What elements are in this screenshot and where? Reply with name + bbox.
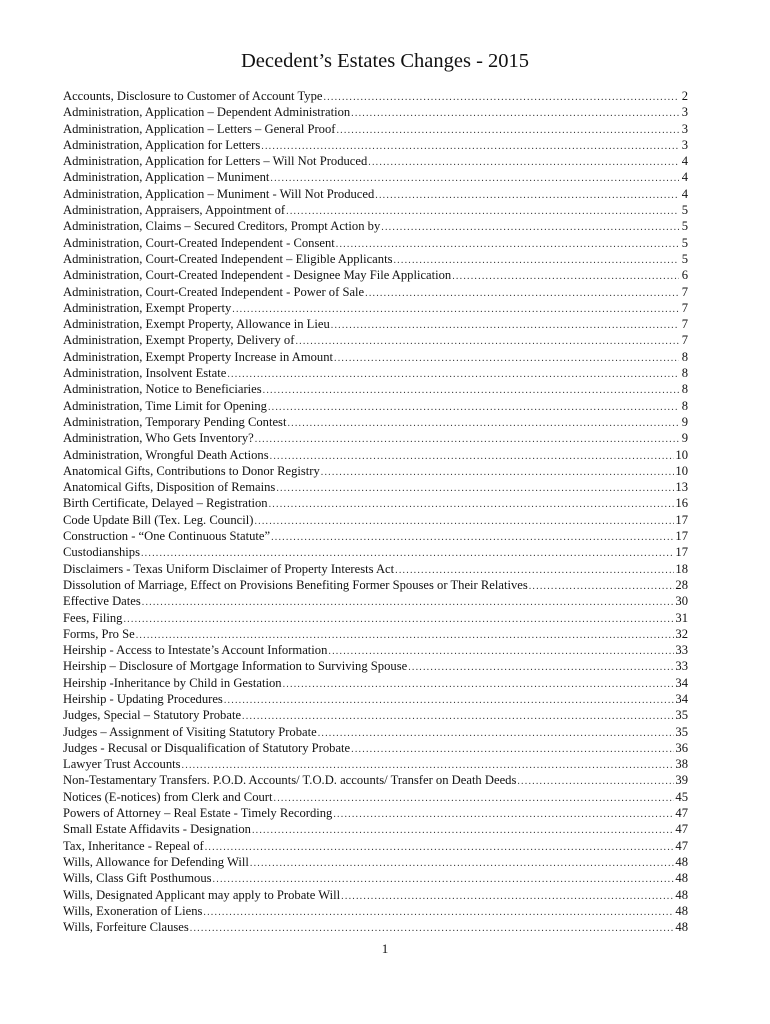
dot-leader: [261, 139, 679, 153]
toc-entry-page: 47: [675, 838, 688, 853]
toc-entry: [63, 691, 688, 707]
toc-entry: [63, 284, 688, 300]
toc-entry-label: Custodianships: [63, 545, 140, 560]
toc-entry: [63, 756, 688, 772]
toc-entry-page: 32: [675, 626, 688, 641]
dot-leader: [268, 400, 679, 414]
toc-entry: [63, 561, 688, 577]
dot-leader: [123, 612, 674, 626]
toc-entry: [63, 349, 688, 365]
toc-entry-label: Anatomical Gifts, Contributions to Donor Registry: [63, 463, 320, 478]
toc-entry-page: 9: [681, 414, 688, 429]
toc-entry: [63, 251, 688, 267]
toc-entry-page: 45: [675, 789, 688, 804]
toc-entry: [63, 577, 688, 593]
dot-leader: [287, 416, 679, 430]
toc-entry: [63, 137, 688, 153]
toc-entry: [63, 610, 688, 626]
toc-entry: [63, 919, 688, 935]
dot-leader: [328, 644, 674, 658]
dot-leader: [341, 889, 674, 903]
dot-leader: [334, 351, 679, 365]
toc-entry-page: 4: [681, 170, 688, 185]
toc-entry-label: Judges – Assignment of Visiting Statutory Probate: [63, 724, 317, 739]
toc-entry-label: Tax, Inheritance - Repeal of: [63, 838, 204, 853]
toc-entry-page: 6: [681, 268, 688, 283]
toc-entry-label: Administration, Application for Letters: [63, 137, 261, 152]
toc-entry: [63, 903, 688, 919]
dot-leader: [321, 465, 675, 479]
toc-entry-label: Administration, Temporary Pending Contest: [63, 414, 287, 429]
toc-entry-label: Administration, Notice to Beneficiaries: [63, 382, 262, 397]
toc-entry-label: Administration, Time Limit for Opening: [63, 398, 267, 413]
dot-leader: [271, 530, 674, 544]
toc-entry: [63, 495, 688, 511]
toc-entry-label: Administration, Application – Muniment: [63, 170, 270, 185]
toc-entry-label: Code Update Bill (Tex. Leg. Council): [63, 512, 254, 527]
toc-entry: [63, 658, 688, 674]
toc-entry-label: Construction - “One Continuous Statute”: [63, 529, 271, 544]
toc-entry-page: 35: [675, 724, 688, 739]
dot-leader: [213, 872, 675, 886]
toc-entry-page: 17: [675, 545, 688, 560]
dot-leader: [270, 171, 679, 185]
toc-entry-page: 3: [681, 137, 688, 152]
toc-entry-page: 38: [675, 757, 688, 772]
toc-entry-label: Disclaimers - Texas Uniform Disclaimer of Property Interests Act: [63, 561, 395, 576]
dot-leader: [336, 237, 679, 251]
toc-entry-label: Administration, Exempt Property Increase in Amount: [63, 349, 334, 364]
toc-entry: [63, 740, 688, 756]
toc-entry-page: 18: [675, 561, 688, 576]
toc-entry-label: Administration, Appraisers, Appointment of: [63, 203, 286, 218]
table-of-contents: [63, 88, 688, 935]
toc-entry: [63, 821, 688, 837]
dot-leader: [255, 432, 679, 446]
toc-entry: [63, 463, 688, 479]
toc-entry: [63, 854, 688, 870]
toc-entry: [63, 707, 688, 723]
toc-entry: [63, 544, 688, 560]
toc-entry-label: Judges - Recusal or Disqualification of Statutory Probate: [63, 740, 351, 755]
toc-entry-page: 48: [675, 920, 688, 935]
toc-entry: [63, 381, 688, 397]
toc-entry-page: 47: [675, 822, 688, 837]
toc-entry-label: Small Estate Affidavits - Designation: [63, 822, 251, 837]
dot-leader: [393, 253, 679, 267]
toc-entry: [63, 235, 688, 251]
toc-entry-label: Forms, Pro Se: [63, 626, 135, 641]
toc-entry-label: Judges, Special – Statutory Probate: [63, 708, 242, 723]
dot-leader: [375, 188, 679, 202]
toc-entry-page: 13: [675, 480, 688, 495]
toc-entry-page: 17: [675, 512, 688, 527]
dot-leader: [276, 481, 674, 495]
toc-entry-page: 3: [681, 105, 688, 120]
toc-entry: [63, 887, 688, 903]
toc-entry-page: 48: [675, 871, 688, 886]
toc-entry-page: 8: [681, 349, 688, 364]
dot-leader: [190, 921, 675, 935]
dot-leader: [395, 563, 674, 577]
toc-entry-label: Wills, Forfeiture Clauses: [63, 920, 189, 935]
toc-entry-label: Wills, Exoneration of Liens: [63, 903, 203, 918]
toc-entry-page: 34: [675, 675, 688, 690]
toc-entry-page: 10: [675, 463, 688, 478]
dot-leader: [274, 791, 675, 805]
dot-leader: [365, 286, 679, 300]
toc-entry-label: Administration, Application – Letters – General Proof: [63, 121, 336, 136]
dot-leader: [323, 90, 679, 104]
toc-entry-page: 5: [681, 251, 688, 266]
toc-entry-page: 48: [675, 854, 688, 869]
dot-leader: [136, 628, 675, 642]
toc-entry: [63, 789, 688, 805]
toc-entry: [63, 479, 688, 495]
toc-entry: [63, 398, 688, 414]
toc-entry-page: 33: [675, 659, 688, 674]
toc-entry-label: Heirship -Inheritance by Child in Gestation: [63, 675, 282, 690]
dot-leader: [269, 497, 675, 511]
dot-leader: [286, 204, 679, 218]
dot-leader: [263, 383, 679, 397]
toc-entry-page: 16: [675, 496, 688, 511]
toc-entry-label: Administration, Court-Created Independent - Power of Sale: [63, 284, 365, 299]
page-title: Decedent’s Estates Changes - 2015: [240, 50, 530, 72]
toc-entry-label: Administration, Exempt Property: [63, 300, 232, 315]
toc-entry-page: 47: [675, 806, 688, 821]
toc-entry: [63, 805, 688, 821]
dot-leader: [351, 106, 679, 120]
toc-entry-label: Fees, Filing: [63, 610, 123, 625]
page-number: 1: [381, 941, 389, 956]
toc-entry-label: Administration, Exempt Property, Delivery of: [63, 333, 295, 348]
toc-entry-label: Effective Dates: [63, 594, 141, 609]
dot-leader: [224, 693, 675, 707]
toc-entry-page: 4: [681, 186, 688, 201]
dot-leader: [529, 579, 675, 593]
dot-leader: [351, 742, 674, 756]
toc-entry-label: Heirship - Access to Intestate’s Account Information: [63, 643, 328, 658]
toc-entry: [63, 414, 688, 430]
toc-entry-label: Heirship - Updating Procedures: [63, 691, 223, 706]
toc-entry-label: Dissolution of Marriage, Effect on Provisions Benefiting Former Spouses or Their Relatives: [63, 577, 528, 592]
toc-entry: [63, 642, 688, 658]
dot-leader: [232, 302, 679, 316]
toc-entry: [63, 365, 688, 381]
toc-entry: [63, 169, 688, 185]
toc-entry-page: 8: [681, 366, 688, 381]
dot-leader: [408, 660, 674, 674]
toc-entry-page: 17: [675, 529, 688, 544]
dot-leader: [141, 546, 674, 560]
toc-entry-page: 36: [675, 740, 688, 755]
dot-leader: [295, 334, 679, 348]
toc-entry-page: 7: [681, 333, 688, 348]
toc-entry: [63, 528, 688, 544]
toc-entry-label: Administration, Wrongful Death Actions: [63, 447, 269, 462]
toc-entry-label: Administration, Court-Created Independent - Designee May File Application: [63, 268, 452, 283]
toc-entry: [63, 316, 688, 332]
toc-entry-label: Heirship – Disclosure of Mortgage Information to Surviving Spouse: [63, 659, 408, 674]
toc-entry-label: Administration, Application for Letters – Will Not Produced: [63, 154, 368, 169]
toc-entry: [63, 153, 688, 169]
toc-entry-page: 3: [681, 121, 688, 136]
dot-leader: [142, 595, 675, 609]
dot-leader: [203, 905, 674, 919]
toc-entry-label: Administration, Insolvent Estate: [63, 366, 227, 381]
toc-entry-label: Wills, Designated Applicant may apply to Probate Will: [63, 887, 341, 902]
dot-leader: [517, 774, 674, 788]
toc-entry-page: 7: [681, 317, 688, 332]
toc-entry-label: Administration, Claims – Secured Creditors, Prompt Action by: [63, 219, 381, 234]
dot-leader: [182, 758, 675, 772]
toc-entry-label: Administration, Court-Created Independent – Eligible Applicants: [63, 251, 393, 266]
toc-entry-page: 4: [681, 154, 688, 169]
dot-leader: [381, 220, 679, 234]
toc-entry: [63, 121, 688, 137]
toc-entry-label: Administration, Exempt Property, Allowance in Lieu: [63, 317, 330, 332]
toc-entry: [63, 104, 688, 120]
toc-entry-page: 39: [675, 773, 688, 788]
toc-entry-page: 2: [681, 89, 688, 103]
toc-entry-page: 8: [681, 398, 688, 413]
dot-leader: [283, 677, 675, 691]
dot-leader: [318, 726, 675, 740]
dot-leader: [270, 449, 675, 463]
toc-entry: [63, 267, 688, 283]
toc-entry: [63, 218, 688, 234]
toc-entry: [63, 626, 688, 642]
toc-entry: [63, 332, 688, 348]
toc-entry-page: 5: [681, 219, 688, 234]
toc-entry-page: 9: [681, 431, 688, 446]
toc-entry: [63, 772, 688, 788]
dot-leader: [336, 123, 679, 137]
toc-entry: [63, 300, 688, 316]
toc-entry: [63, 593, 688, 609]
toc-entry-page: 35: [675, 708, 688, 723]
toc-entry-page: 34: [675, 691, 688, 706]
toc-entry-label: Lawyer Trust Accounts: [63, 757, 181, 772]
dot-leader: [250, 856, 675, 870]
toc-entry-page: 28: [675, 577, 688, 592]
toc-entry-page: 10: [675, 447, 688, 462]
toc-entry-label: Non-Testamentary Transfers. P.O.D. Accounts/ T.O.D. accounts/ Transfer on Death Deeds: [63, 773, 517, 788]
toc-entry-label: Notices (E-notices) from Clerk and Court: [63, 789, 273, 804]
toc-entry-label: Accounts, Disclosure to Customer of Account Type: [63, 89, 323, 103]
toc-entry-label: Administration, Application – Dependent Administration: [63, 105, 351, 120]
toc-entry: [63, 447, 688, 463]
toc-entry-label: Wills, Class Gift Posthumous: [63, 871, 212, 886]
toc-entry: [63, 724, 688, 740]
toc-entry-page: 7: [681, 284, 688, 299]
dot-leader: [452, 269, 679, 283]
dot-leader: [252, 823, 674, 837]
dot-leader: [254, 514, 674, 528]
toc-entry: [63, 838, 688, 854]
toc-entry-label: Birth Certificate, Delayed – Registration: [63, 496, 268, 511]
toc-entry: [63, 202, 688, 218]
toc-entry-page: 8: [681, 382, 688, 397]
toc-entry: [63, 186, 688, 202]
toc-entry-page: 31: [675, 610, 688, 625]
toc-entry-page: 48: [675, 903, 688, 918]
toc-entry-label: Powers of Attorney – Real Estate - Timely Recording: [63, 806, 333, 821]
dot-leader: [205, 840, 675, 854]
dot-leader: [368, 155, 679, 169]
toc-entry: [63, 512, 688, 528]
toc-entry-page: 30: [675, 594, 688, 609]
dot-leader: [242, 709, 674, 723]
toc-entry-label: Administration, Court-Created Independent - Consent: [63, 235, 335, 250]
toc-entry-page: 5: [681, 235, 688, 250]
toc-entry-label: Administration, Who Gets Inventory?: [63, 431, 254, 446]
toc-entry-page: 7: [681, 300, 688, 315]
toc-entry-page: 48: [675, 887, 688, 902]
dot-leader: [331, 318, 679, 332]
toc-entry: [63, 430, 688, 446]
toc-entry-label: Wills, Allowance for Defending Will: [63, 854, 249, 869]
toc-entry-label: Administration, Application – Muniment - Will Not Produced: [63, 186, 375, 201]
toc-entry: [63, 88, 688, 104]
dot-leader: [227, 367, 679, 381]
toc-entry: [63, 870, 688, 886]
toc-entry: [63, 675, 688, 691]
toc-entry-page: 33: [675, 643, 688, 658]
dot-leader: [333, 807, 674, 821]
toc-entry-label: Anatomical Gifts, Disposition of Remains: [63, 480, 276, 495]
toc-entry-page: 5: [681, 203, 688, 218]
